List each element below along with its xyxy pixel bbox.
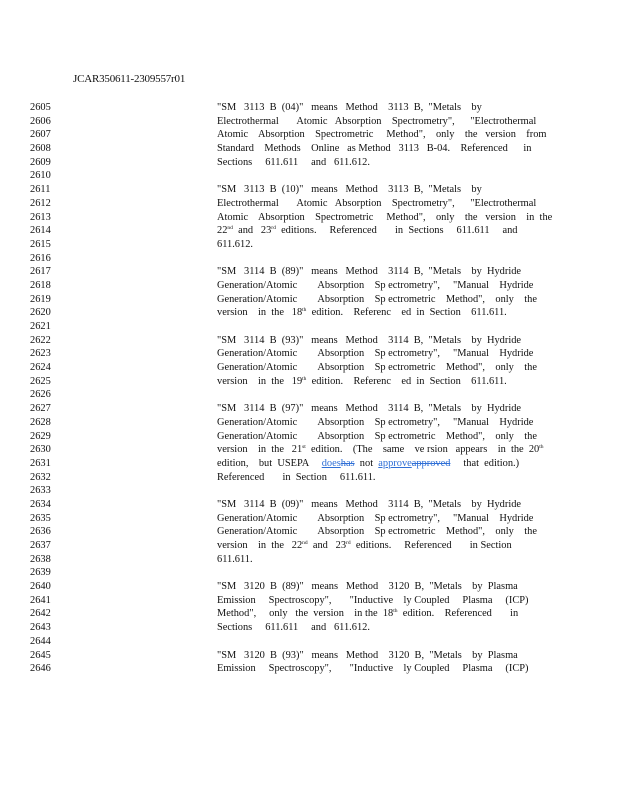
line-text	[217, 128, 547, 142]
line-text	[217, 649, 541, 663]
ordinal-suffix: rd	[346, 540, 351, 546]
text-run: Atomic Absorption Spectrometric Method", only the version in the	[217, 211, 553, 223]
line-number: 2629	[30, 430, 51, 442]
text-run: Generation/Atomic Absorption Sp ectrometry", "Manual Hydride	[217, 416, 534, 428]
text-run: edition. Referenc ed in Section 611.611.	[306, 307, 507, 319]
document-line	[30, 101, 590, 115]
line-text	[217, 183, 541, 197]
text-run: "SM 3114 B (97)" means Method 3114 B, "Metals by Hydride	[217, 403, 522, 415]
inserted-text: does	[321, 457, 341, 469]
text-run: editions. Referenced in Section	[350, 540, 512, 551]
line-number: 2640	[30, 581, 51, 593]
text-run: Generation/Atomic Absorption Sp ectrometric Method", only the	[217, 430, 537, 442]
line-number: 2613	[30, 211, 51, 223]
document-line	[30, 252, 590, 266]
text-run: Sections 611.611 and 611.612.	[217, 156, 370, 168]
document-line	[30, 238, 590, 252]
line-text	[217, 457, 541, 471]
line-number: 2624	[30, 362, 51, 374]
line-number: 2620	[30, 307, 51, 319]
line-text	[217, 402, 541, 416]
text-run: that edition.)	[450, 457, 520, 469]
line-number: 2609	[30, 156, 51, 168]
line-number: 2616	[30, 252, 51, 264]
document-line	[30, 580, 590, 594]
line-text	[217, 265, 541, 279]
text-run: Emission Spectroscopy", "Inductive ly Coupled Plasma (ICP)	[217, 594, 529, 606]
document-line	[30, 525, 590, 539]
line-number: 2639	[30, 567, 51, 579]
text-run: edition, but USEPA	[217, 457, 322, 469]
document-line	[30, 662, 590, 676]
line-text	[217, 361, 541, 375]
document-line	[30, 156, 590, 170]
text-run: Generation/Atomic Absorption Sp ectrometric Method", only the	[217, 293, 537, 305]
text-run: "SM 3114 B (93)" means Method 3114 B, "Metals by Hydride	[217, 334, 522, 346]
line-number: 2618	[30, 279, 51, 291]
document-line	[30, 183, 590, 197]
document-line	[30, 279, 590, 293]
document-line	[30, 211, 590, 225]
line-text	[217, 512, 541, 526]
document-line	[30, 484, 590, 498]
document-line	[30, 512, 590, 526]
line-text	[217, 430, 541, 444]
document-line	[30, 375, 590, 389]
document-line	[30, 416, 590, 430]
line-text	[217, 416, 541, 430]
document-line	[30, 265, 590, 279]
text-run: edition. Referenc ed in Section 611.611.	[306, 375, 507, 387]
line-text	[217, 115, 541, 129]
document-line	[30, 443, 590, 457]
line-text	[217, 334, 541, 348]
line-number: 2615	[30, 238, 51, 250]
line-number: 2611	[30, 184, 51, 196]
line-text	[217, 293, 541, 307]
ordinal-suffix: th	[393, 608, 398, 615]
text-run: Generation/Atomic Absorption Sp ectrometry", "Manual Hydride	[217, 348, 534, 360]
text-run: Atomic Absorption Spectrometric Method", only the version from	[217, 129, 547, 141]
document-line	[30, 128, 590, 142]
line-text	[217, 156, 541, 170]
text-run: Referenced in Section 611.611.	[217, 471, 376, 483]
line-number: 2625	[30, 375, 51, 387]
ordinal-suffix: nd	[302, 540, 308, 546]
text-run: and 23	[232, 225, 272, 237]
document-line	[30, 197, 590, 211]
document-line	[30, 594, 590, 608]
line-number: 2608	[30, 143, 51, 155]
document-line	[30, 224, 590, 238]
line-text	[217, 662, 541, 676]
line-number: 2626	[30, 389, 51, 401]
line-number: 2610	[30, 170, 51, 182]
ordinal-suffix: st	[302, 444, 306, 451]
line-text	[217, 471, 541, 485]
document-line	[30, 471, 590, 485]
text-run: 611.612.	[217, 238, 253, 250]
text-run: Method", only the version in the 18	[217, 608, 394, 620]
line-number: 2605	[30, 102, 51, 113]
line-text	[217, 498, 541, 512]
line-number: 2644	[30, 635, 51, 647]
text-run: Standard Methods Online as Method 3113 B-04. Referenced in	[217, 143, 532, 155]
line-number: 2633	[30, 485, 51, 497]
line-text	[217, 594, 541, 608]
line-number: 2645	[30, 649, 51, 661]
text-run: Sections 611.611 and 611.612.	[217, 622, 370, 634]
document-line	[30, 142, 590, 156]
document-line	[30, 566, 590, 580]
document-line	[30, 430, 590, 444]
line-text	[217, 238, 541, 252]
document-line	[30, 361, 590, 375]
text-run: "SM 3120 B (93)" means Method 3120 B, "Metals by Plasma	[217, 649, 518, 661]
ordinal-suffix: th	[539, 444, 544, 451]
document-line	[30, 115, 590, 129]
text-run: version in the 21	[217, 444, 303, 456]
line-text	[217, 306, 541, 320]
document-line	[30, 553, 590, 567]
text-run: Electrothermal Atomic Absorption Spectrometry", "Electrothermal	[217, 197, 537, 209]
line-number: 2635	[30, 512, 51, 524]
document-line	[30, 498, 590, 512]
deleted-text: has	[340, 457, 355, 469]
document-id-header: JCAR350611-2309557r01	[73, 73, 186, 85]
line-number: 2631	[30, 457, 51, 469]
line-text	[217, 347, 541, 361]
text-run: "SM 3120 B (89)" means Method 3120 B, "Metals by Plasma	[217, 581, 518, 593]
line-number: 2642	[30, 608, 51, 620]
line-text	[217, 211, 553, 225]
text-run: "SM 3113 B (10)" means Method 3113 B, "Metals by	[217, 184, 482, 196]
document-line	[30, 320, 590, 334]
text-run: Generation/Atomic Absorption Sp ectrometric Method", only the	[217, 526, 537, 538]
text-run: "SM 3114 B (09)" means Method 3114 B, "Metals by Hydride	[217, 498, 522, 510]
inserted-text: approve	[378, 457, 412, 469]
document-line	[30, 457, 590, 471]
document-line	[30, 293, 590, 307]
line-text	[217, 607, 541, 621]
text-run: Emission Spectroscopy", "Inductive ly Coupled Plasma (ICP)	[217, 663, 529, 675]
text-run: Electrothermal Atomic Absorption Spectrometry", "Electrothermal	[217, 115, 537, 127]
line-text	[217, 539, 541, 553]
line-number: 2643	[30, 622, 51, 634]
line-text	[217, 101, 541, 115]
text-run: not	[354, 457, 379, 469]
document-line	[30, 388, 590, 402]
document-line	[30, 649, 590, 663]
line-number: 2627	[30, 403, 51, 415]
line-text	[217, 443, 544, 457]
document-line	[30, 306, 590, 320]
text-run: 611.611.	[217, 553, 253, 565]
document-line	[30, 621, 590, 635]
line-number: 2614	[30, 225, 51, 237]
line-number: 2628	[30, 416, 51, 428]
line-number: 2607	[30, 129, 51, 141]
line-number: 2646	[30, 663, 51, 675]
line-number: 2641	[30, 594, 51, 606]
line-number: 2634	[30, 498, 51, 510]
text-run: and 23	[307, 540, 347, 551]
ordinal-suffix: th	[302, 307, 307, 314]
line-number: 2630	[30, 444, 51, 456]
text-run: version in the 18	[217, 307, 303, 319]
ordinal-suffix: th	[302, 375, 307, 382]
line-number: 2637	[30, 540, 51, 551]
line-text	[217, 375, 541, 389]
line-text	[217, 224, 541, 238]
text-run: editions. Referenced in Sections 611.611 and	[275, 225, 518, 237]
text-run: edition. Referenced in	[397, 608, 519, 620]
document-line	[30, 334, 590, 348]
ordinal-suffix: rd	[271, 225, 276, 232]
line-text	[217, 279, 541, 293]
line-number: 2622	[30, 334, 51, 346]
line-number: 2621	[30, 321, 51, 332]
text-run: version in the 22	[217, 540, 303, 551]
line-number: 2623	[30, 348, 51, 360]
text-run: "SM 3114 B (89)" means Method 3114 B, "Metals by Hydride	[217, 266, 522, 278]
line-text	[217, 197, 541, 211]
text-run: Generation/Atomic Absorption Sp ectrometry", "Manual Hydride	[217, 512, 534, 524]
line-text	[217, 525, 541, 539]
ordinal-suffix: nd	[227, 225, 233, 232]
document-line	[30, 402, 590, 416]
line-number: 2632	[30, 471, 51, 483]
line-text	[217, 580, 541, 594]
document-line	[30, 607, 590, 621]
text-run: Generation/Atomic Absorption Sp ectrometry", "Manual Hydride	[217, 279, 534, 291]
text-run: 22	[217, 225, 228, 237]
line-number: 2638	[30, 553, 51, 565]
line-number: 2619	[30, 293, 51, 305]
text-run: "SM 3113 B (04)" means Method 3113 B, "Metals by	[217, 102, 482, 113]
document-body	[30, 101, 590, 676]
line-number: 2636	[30, 526, 51, 538]
line-text	[217, 621, 541, 635]
text-run: Generation/Atomic Absorption Sp ectrometric Method", only the	[217, 362, 537, 374]
text-run: version in the 19	[217, 375, 303, 387]
line-number: 2606	[30, 115, 51, 127]
document-line	[30, 347, 590, 361]
text-run: edition. (The same ve rsion appears in the 20	[305, 444, 540, 456]
document-line	[30, 539, 590, 553]
line-number: 2612	[30, 197, 51, 209]
line-number: 2617	[30, 266, 51, 278]
deleted-text: approved	[411, 457, 451, 469]
line-text	[217, 142, 541, 156]
document-line	[30, 635, 590, 649]
line-text	[217, 553, 541, 567]
document-line	[30, 169, 590, 183]
